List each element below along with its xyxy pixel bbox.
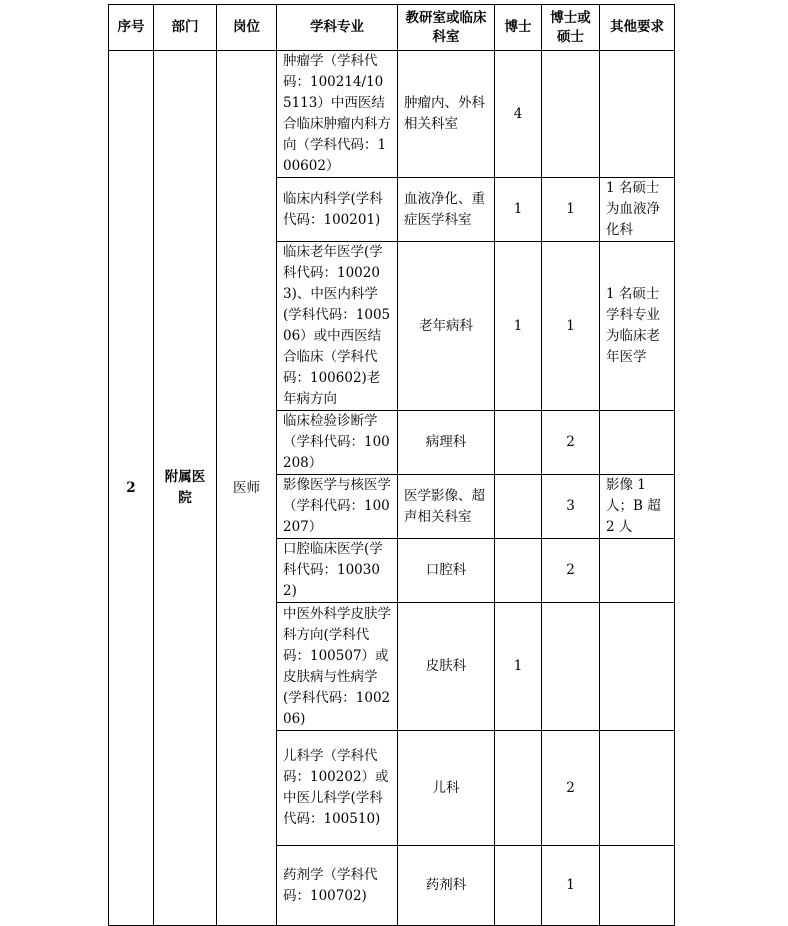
cell-phd — [495, 475, 542, 539]
cell-major: 肿瘤学（学科代码：100214/105113）中西医结合临床肿瘤内科方向（学科代码：100602） — [277, 51, 398, 178]
cell-phd-master: 3 — [542, 475, 600, 539]
header-office: 教研室或临床科室 — [398, 5, 495, 51]
header-major: 学科专业 — [277, 5, 398, 51]
cell-office: 老年病科 — [398, 242, 495, 411]
cell-major: 影像医学与核医学（学科代码：100207） — [277, 475, 398, 539]
header-dept: 部门 — [154, 5, 217, 51]
cell-phd: 1 — [495, 178, 542, 242]
cell-major: 临床老年医学(学科代码：100203)、中医内科学(学科代码：100506）或中西医结合临床（学科代码：100602)老年病方向 — [277, 242, 398, 411]
cell-major: 临床内科学(学科代码：100201) — [277, 178, 398, 242]
cell-office: 皮肤科 — [398, 603, 495, 731]
cell-phd — [495, 539, 542, 603]
cell-other — [600, 846, 675, 926]
cell-other — [600, 603, 675, 731]
cell-office: 口腔科 — [398, 539, 495, 603]
cell-office: 病理科 — [398, 411, 495, 475]
group-dept: 附属医院 — [154, 51, 217, 926]
cell-office: 药剂科 — [398, 846, 495, 926]
header-other: 其他要求 — [600, 5, 675, 51]
cell-other — [600, 539, 675, 603]
cell-phd-master — [542, 51, 600, 178]
cell-phd — [495, 846, 542, 926]
recruitment-table — [108, 4, 675, 926]
cell-other — [600, 411, 675, 475]
table-row — [109, 51, 675, 178]
cell-phd-master — [542, 603, 600, 731]
group-position: 医师 — [217, 51, 277, 926]
cell-phd-master: 1 — [542, 242, 600, 411]
cell-office: 医学影像、超声相关科室 — [398, 475, 495, 539]
header-phd-master: 博士或硕士 — [542, 5, 600, 51]
cell-other: 1 名硕士学科专业为临床老年医学 — [600, 242, 675, 411]
cell-phd — [495, 731, 542, 846]
cell-phd: 4 — [495, 51, 542, 178]
cell-phd-master: 2 — [542, 731, 600, 846]
cell-major: 中医外科学皮肤学科方向(学科代码：100507）或皮肤病与性病学(学科代码：100206) — [277, 603, 398, 731]
header-phd: 博士 — [495, 5, 542, 51]
group-index: 2 — [109, 51, 154, 926]
cell-phd-master: 2 — [542, 411, 600, 475]
cell-major: 临床检验诊断学（学科代码：100208） — [277, 411, 398, 475]
cell-phd: 1 — [495, 603, 542, 731]
cell-major: 儿科学（学科代码：100202）或中医儿科学(学科代码：100510) — [277, 731, 398, 846]
cell-phd-master: 2 — [542, 539, 600, 603]
cell-other: 1 名硕士为血液净化科 — [600, 178, 675, 242]
cell-phd — [495, 411, 542, 475]
cell-phd-master: 1 — [542, 178, 600, 242]
header-position: 岗位 — [217, 5, 277, 51]
cell-other — [600, 51, 675, 178]
cell-other — [600, 731, 675, 846]
header-index: 序号 — [109, 5, 154, 51]
cell-phd: 1 — [495, 242, 542, 411]
cell-major: 口腔临床医学(学科代码：100302) — [277, 539, 398, 603]
cell-office: 肿瘤内、外科相关科室 — [398, 51, 495, 178]
header-row — [109, 5, 675, 51]
cell-office: 血液净化、重症医学科室 — [398, 178, 495, 242]
cell-major: 药剂学（学科代码：100702) — [277, 846, 398, 926]
cell-other: 影像 1 人；B 超 2 人 — [600, 475, 675, 539]
cell-phd-master: 1 — [542, 846, 600, 926]
cell-office: 儿科 — [398, 731, 495, 846]
